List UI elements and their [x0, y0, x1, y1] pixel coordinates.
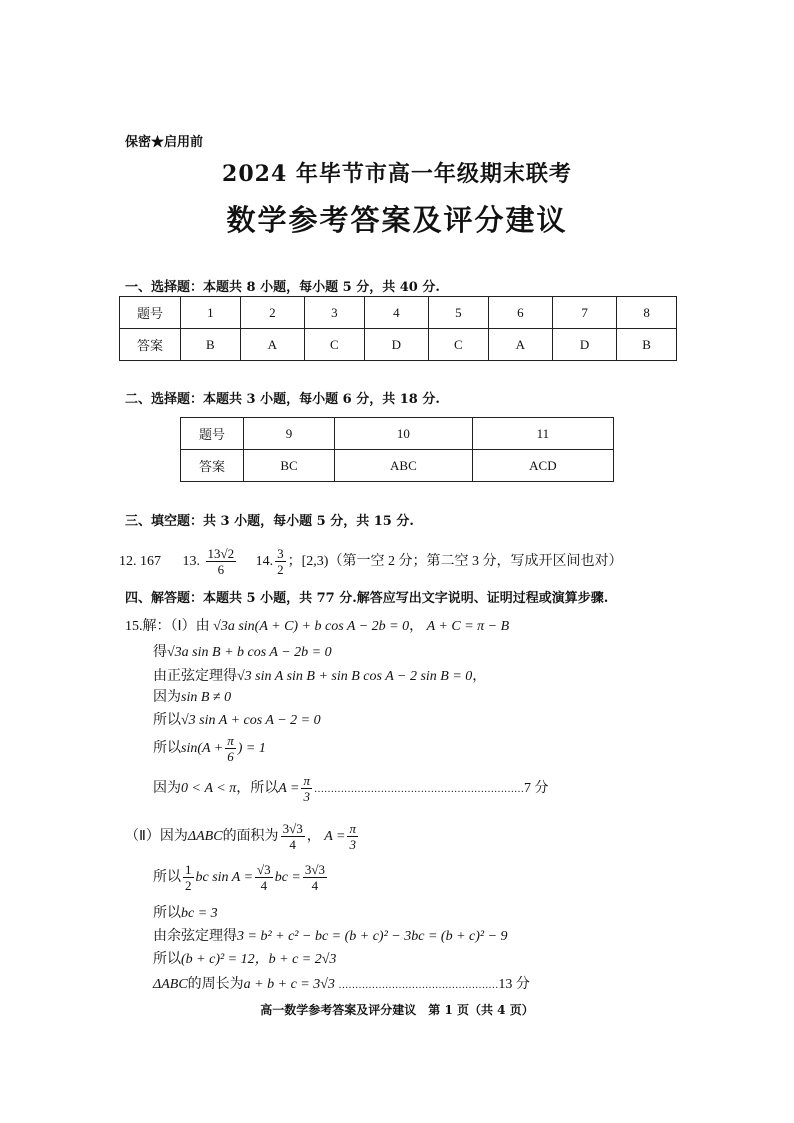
math-expr: A = — [324, 829, 346, 844]
answer-cell: ABC — [335, 450, 473, 482]
q15-line-1 — [125, 615, 509, 635]
denominator: 4 — [289, 837, 296, 853]
q14-denominator: 2 — [277, 562, 284, 578]
math-expr: A = — [278, 781, 300, 796]
math-expr: √3a sin B + b cos A − 2b = 0 — [167, 645, 332, 660]
numerator: π — [303, 773, 310, 789]
q12-answer: 12. 167 — [119, 554, 161, 569]
q15-line-9 — [153, 902, 218, 922]
text: ，所以 — [236, 781, 279, 796]
q15-line-11 — [153, 948, 336, 968]
text: 因为 — [153, 781, 181, 796]
q15-line-4 — [153, 686, 231, 706]
math-expr: a + b + c = 3√3 — [243, 977, 335, 992]
numerator: π — [227, 733, 234, 749]
section2-answer-table — [180, 417, 614, 482]
score: 13 分 — [498, 977, 530, 992]
q15-line-2 — [153, 641, 332, 661]
score: 7 分 — [523, 781, 549, 796]
fraction — [225, 733, 236, 764]
text: 得 — [153, 645, 167, 660]
fraction — [255, 862, 273, 893]
math-expr: 3 = b² + c² − bc = (b + c)² − 3bc = (b + c)² − 9 — [237, 929, 508, 944]
question-number: 1 — [181, 297, 241, 329]
confidential-label: 保密★启用前 — [125, 135, 204, 150]
row-label: 题号 — [181, 418, 244, 450]
section2-heading: 二、选择题：本题共 3 小题，每小题 6 分，共 18 分. — [125, 392, 440, 407]
q15-line-8 — [153, 860, 329, 896]
q15-line-7 — [153, 772, 653, 806]
denominator: 3 — [349, 837, 356, 853]
text: （Ⅱ）因为 — [125, 829, 188, 844]
q15-line-10 — [153, 925, 508, 945]
fraction — [303, 862, 327, 893]
math-expr: ΔABC — [187, 829, 223, 844]
q15-intro: 15.解：（Ⅰ）由 — [125, 619, 210, 634]
text: 的周长为 — [187, 977, 244, 992]
q14-fraction — [275, 546, 286, 577]
text: 所以 — [153, 713, 181, 728]
math-expr: √3a sin(A + C) + b cos A − 2b = 0 — [213, 619, 410, 634]
math-expr: sin(A + — [181, 741, 224, 756]
q15-line-12 — [153, 973, 653, 993]
answer-cell: A — [488, 329, 552, 361]
text: 所以 — [153, 741, 181, 756]
numerator: √3 — [257, 862, 271, 878]
section1-answer-table — [119, 296, 677, 361]
row-label: 题号 — [120, 297, 181, 329]
text: 由余弦定理得 — [153, 929, 237, 944]
math-expr: √3 sin A sin B + sin B cos A − 2 sin B = 0 — [237, 669, 473, 684]
math-expr: A + C = π − B — [426, 619, 510, 634]
denominator: 4 — [260, 878, 268, 894]
answer-cell: ACD — [472, 450, 613, 482]
table-row — [181, 418, 614, 450]
question-number: 2 — [240, 297, 304, 329]
section3-heading: 三、填空题：共 3 小题，每小题 5 分，共 15 分. — [125, 514, 414, 529]
leader-dots: ……………………………………………………… — [313, 784, 524, 795]
answer-cell: B — [617, 329, 677, 361]
denominator: 6 — [227, 749, 234, 765]
math-expr: ΔABC — [153, 977, 188, 992]
row-label: 答案 — [181, 450, 244, 482]
question-number: 4 — [364, 297, 428, 329]
answer-cell: BC — [244, 450, 335, 482]
text: 所以 — [153, 906, 181, 921]
fraction — [347, 821, 358, 852]
question-number: 8 — [617, 297, 677, 329]
denominator: 2 — [185, 878, 192, 894]
numerator: 3√3 — [282, 821, 303, 837]
document-title: 数学参考答案及评分建议 — [226, 203, 568, 237]
table-row — [181, 450, 614, 482]
leader-dots: ………………………………………… — [338, 980, 499, 991]
question-number: 7 — [552, 297, 616, 329]
q14-label: 14. — [255, 554, 274, 569]
answer-cell: D — [552, 329, 616, 361]
fraction — [281, 821, 305, 852]
question-number: 6 — [488, 297, 552, 329]
math-expr: bc = 3 — [181, 906, 218, 921]
page-footer: 高一数学参考答案及评分建议 第 1 页（共 4 页） — [260, 1003, 534, 1017]
q13-label: 13. — [182, 554, 200, 569]
text: 所以 — [153, 952, 181, 967]
math-expr: ) = 1 — [237, 741, 266, 756]
denominator: 4 — [311, 878, 319, 894]
question-number: 10 — [335, 418, 473, 450]
table-row — [120, 297, 677, 329]
question-number: 5 — [428, 297, 488, 329]
exam-title: 2024 年毕节市高一年级期末联考 — [222, 161, 572, 187]
q13-numerator: 13√2 — [207, 546, 235, 562]
q13-fraction — [206, 546, 237, 577]
q14-rest: ；[2,3)（第一空 2 分；第二空 3 分，写成开区间也对） — [287, 554, 623, 569]
numerator: 1 — [185, 862, 192, 878]
math-expr: (b + c)² = 12，b + c = 2√3 — [181, 952, 337, 967]
section1-heading: 一、选择题：本题共 8 小题，每小题 5 分，共 40 分. — [125, 280, 440, 295]
fill-in-answers — [119, 542, 622, 582]
separator: ， — [306, 829, 321, 844]
q15-part2-line — [125, 817, 360, 857]
q15-line-6 — [153, 732, 266, 766]
text: 所以 — [153, 870, 181, 885]
math-expr: √3 sin A + cos A − 2 = 0 — [181, 713, 321, 728]
question-number: 3 — [304, 297, 364, 329]
fraction — [301, 773, 312, 804]
answer-cell: B — [181, 329, 241, 361]
answer-cell: A — [240, 329, 304, 361]
question-number: 11 — [472, 418, 613, 450]
question-number: 9 — [244, 418, 335, 450]
fraction — [183, 862, 194, 893]
text: 的面积为 — [222, 829, 279, 844]
row-label: 答案 — [120, 329, 181, 361]
denominator: 3 — [303, 789, 310, 805]
math-expr: bc = — [274, 870, 301, 885]
q13-denominator: 6 — [217, 562, 225, 578]
numerator: 3√3 — [304, 862, 325, 878]
answer-cell: D — [364, 329, 428, 361]
separator: ， — [472, 669, 487, 684]
q15-line-5 — [153, 709, 321, 729]
answer-cell: C — [304, 329, 364, 361]
separator: ， — [409, 619, 424, 634]
q15-line-3 — [153, 665, 486, 685]
answer-cell: C — [428, 329, 488, 361]
text: 由正弦定理得 — [153, 669, 237, 684]
q14-numerator: 3 — [277, 546, 284, 562]
math-expr: sin B ≠ 0 — [181, 690, 232, 705]
numerator: π — [349, 821, 356, 837]
math-expr: bc sin A = — [195, 870, 254, 885]
section4-heading: 四、解答题：本题共 5 小题，共 77 分.解答应写出文字说明、证明过程或演算步骤. — [125, 591, 609, 606]
table-row — [120, 329, 677, 361]
text: 因为 — [153, 690, 181, 705]
math-expr: 0 < A < π — [181, 781, 237, 796]
